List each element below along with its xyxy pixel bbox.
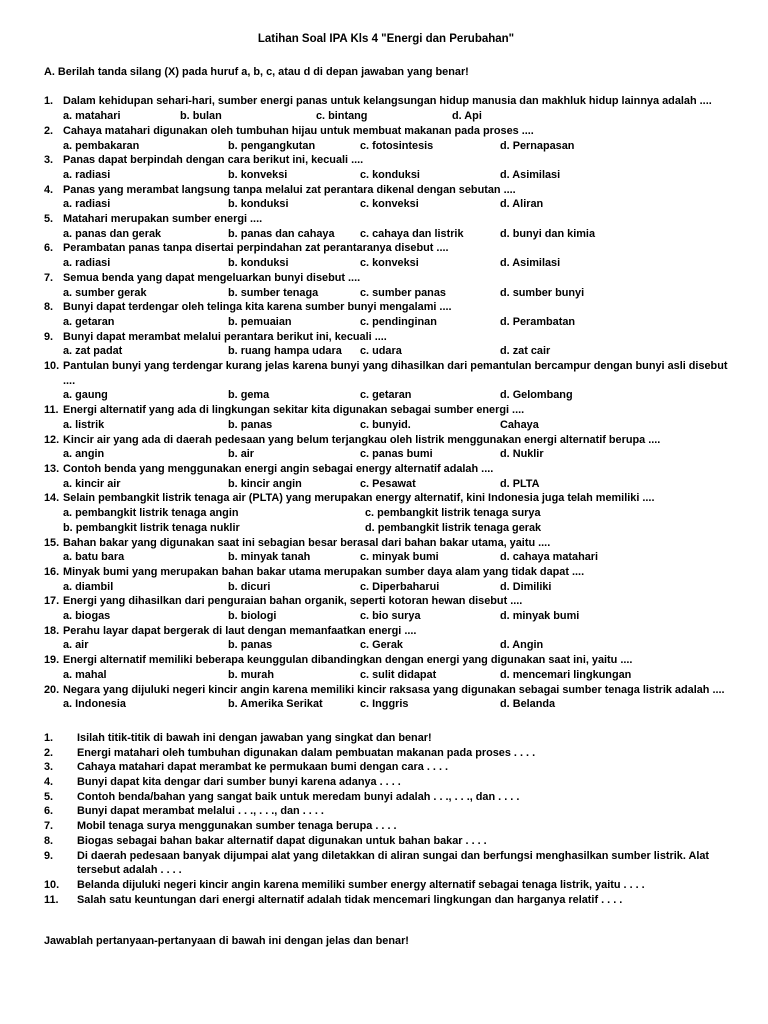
question-number: 10. [44, 360, 60, 373]
option-c: c. pembangkit listrik tenaga surya [365, 507, 541, 520]
option-c: c. fotosintesis [360, 139, 434, 152]
options-row [63, 477, 728, 492]
question [44, 594, 728, 623]
question-number: 13. [44, 462, 60, 475]
options-row [63, 521, 728, 536]
question-number: 1. [44, 95, 54, 108]
question-number: 19. [44, 654, 60, 667]
fill-item [44, 804, 728, 819]
option-c: c. panas bumi [360, 448, 433, 461]
question [44, 300, 728, 329]
question-text: Pantulan bunyi yang terdengar kurang jelas karena bunyi yang dihasilkan dari pemantulan bercampur dengan bunyi asli disebut .... [63, 360, 728, 387]
question-number: 2. [44, 124, 54, 137]
option-c: c. Inggris [360, 698, 409, 711]
question-number: 3. [44, 154, 54, 167]
option-b: b. Amerika Serikat [228, 698, 323, 711]
option-b: b. air [228, 448, 255, 461]
question-number: 8. [44, 301, 54, 314]
options-row [63, 315, 728, 330]
option-d: d. Gelombang [500, 389, 573, 402]
option-b: b. bulan [180, 110, 222, 123]
question [44, 359, 728, 403]
option-a: a. gaung [63, 389, 108, 402]
question [44, 624, 728, 653]
fill-item [44, 878, 728, 893]
option-d: d. minyak bumi [500, 610, 580, 623]
question [44, 330, 728, 359]
options-row [63, 227, 728, 242]
section-b-items [44, 731, 728, 907]
question [44, 271, 728, 300]
item-number: 7. [44, 820, 54, 833]
question-text: Bunyi dapat merambat melalui perantara berikut ini, kecuali .... [63, 330, 387, 343]
option-b: b. biologi [228, 610, 277, 623]
option-b: b. konveksi [228, 168, 288, 181]
fill-item [44, 775, 728, 790]
option-c: c. Gerak [360, 639, 403, 652]
question-text: Bunyi dapat terdengar oleh telinga kita karena sumber bunyi mengalami .... [63, 301, 452, 314]
option-a: a. panas dan gerak [63, 227, 162, 240]
options-row [63, 447, 728, 462]
option-b: b. ruang hampa udara [228, 345, 342, 358]
option-d: d. bunyi dan kimia [500, 227, 596, 240]
option-c: c. konveksi [360, 257, 419, 270]
question [44, 491, 728, 535]
question [44, 565, 728, 594]
question-text: Negara yang dijuluki negeri kincir angin karena memiliki kincir raksasa yang digunakan sebagai sumber tenaga listrik adalah .... [63, 683, 725, 696]
question [44, 183, 728, 212]
option-c: c. minyak bumi [360, 551, 439, 564]
question-number: 15. [44, 536, 60, 549]
item-text: Isilah titik-titik di bawah ini dengan jawaban yang singkat dan benar! [77, 731, 432, 744]
option-b: b. pengangkutan [228, 139, 316, 152]
item-number: 2. [44, 746, 54, 759]
option-b: b. murah [228, 668, 274, 681]
option-c: c. konveksi [360, 198, 419, 211]
option-d: d. Aliran [500, 198, 544, 211]
option-c: c. Pesawat [360, 477, 416, 490]
option-a: a. kincir air [63, 477, 121, 490]
question-text: Energi yang dihasilkan dari penguraian bahan organik, seperti kotoran hewan disebut .... [63, 595, 523, 608]
question-text: Kincir air yang ada di daerah pedesaan yang belum terjangkau oleh listrik menggunakan energi alternatif berupa .... [63, 433, 661, 446]
item-text: Salah satu keuntungan dari energi alternatif adalah tidak mencemari lingkungan dan harganya relatif . . . . [77, 893, 623, 906]
question-number: 12. [44, 433, 60, 446]
options-row [63, 668, 728, 683]
option-a: a. matahari [63, 110, 121, 123]
option-a: a. batu bara [63, 551, 125, 564]
option-a: a. biogas [63, 610, 111, 623]
fill-item [44, 893, 728, 908]
question-text: Contoh benda yang menggunakan energi angin sebagai energy alternatif adalah .... [63, 462, 494, 475]
option-c: c. pendinginan [360, 315, 437, 328]
question [44, 212, 728, 241]
question-text: Energi alternatif memiliki beberapa keunggulan dibandingkan dengan energi yang digunakan saat ini, yaitu .... [63, 654, 633, 667]
question-text: Panas dapat berpindah dengan cara berikut ini, kecuali .... [63, 154, 364, 167]
option-a: a. Indonesia [63, 698, 126, 711]
option-d: d. Asimilasi [500, 257, 561, 270]
option-c: c. Diperbaharui [360, 580, 440, 593]
options-row [63, 506, 728, 521]
option-c: c. bintang [316, 110, 368, 123]
option-b: b. sumber tenaga [228, 286, 319, 299]
option-d: d. Nuklir [500, 448, 544, 461]
section-a-instruction: A. Berilah tanda silang (X) pada huruf a, b, c, atau d di depan jawaban yang benar! [44, 65, 469, 78]
option-c: c. udara [360, 345, 402, 358]
option-a: a. pembakaran [63, 139, 140, 152]
option-b: b. panas [228, 639, 273, 652]
options-row [63, 197, 728, 212]
item-text: Biogas sebagai bahan bakar alternatif dapat digunakan untuk bahan bakar . . . . [77, 834, 487, 847]
item-number: 6. [44, 805, 54, 818]
question-number: 14. [44, 492, 60, 505]
option-d: d. Belanda [500, 698, 556, 711]
option-d: d. sumber bunyi [500, 286, 585, 299]
question [44, 241, 728, 270]
option-d: d. Dimiliki [500, 580, 552, 593]
options-row [63, 286, 728, 301]
question-text: Dalam kehidupan sehari-hari, sumber energi panas untuk kelangsungan hidup manusia dan makhluk hidup lainnya adalah .... [63, 95, 712, 108]
options-row [63, 580, 728, 595]
question-text: Bahan bakar yang digunakan saat ini sebagian besar berasal dari bahan bakar utama, yaitu .... [63, 536, 551, 549]
question [44, 462, 728, 491]
options-row [63, 697, 728, 712]
question [44, 124, 728, 153]
item-number: 1. [44, 731, 54, 744]
option-c: c. konduksi [360, 168, 420, 181]
option-b: b. pembangkit listrik tenaga nuklir [63, 521, 240, 534]
fill-item [44, 746, 728, 761]
option-d: d. cahaya matahari [500, 551, 599, 564]
options-row [63, 609, 728, 624]
option-b: b. panas dan cahaya [228, 227, 335, 240]
question-number: 5. [44, 213, 54, 226]
option-a: a. angin [63, 448, 105, 461]
options-row [63, 638, 728, 653]
option-a: a. radiasi [63, 257, 111, 270]
fill-item [44, 849, 728, 878]
option-a: a. mahal [63, 668, 107, 681]
question-text: Perahu layar dapat bergerak di laut dengan memanfaatkan energi .... [63, 624, 417, 637]
question-number: 20. [44, 683, 60, 696]
item-number: 9. [44, 849, 54, 862]
fill-item [44, 819, 728, 834]
options-row [63, 139, 728, 154]
item-text: Di daerah pedesaan banyak dijumpai alat yang diletakkan di aliran sungai dan berfungsi menghasilkan sumber listrik. Alat tersebut adalah . . . . [77, 849, 710, 877]
options-row [63, 418, 728, 433]
option-d: d. Pernapasan [500, 139, 575, 152]
option-c: c. bunyid. [360, 418, 411, 431]
page-title: Latihan Soal IPA Kls 4 "Energi dan Perubahan" [257, 33, 515, 45]
option-b: b. dicuri [228, 580, 271, 593]
item-text: Bunyi dapat kita dengar dari sumber bunyi karena adanya . . . . [77, 776, 401, 789]
item-text: Belanda dijuluki negeri kincir angin karena memiliki sumber energy alternatif sebagai tenaga listrik, yaitu . . . . [77, 878, 645, 891]
item-number: 3. [44, 761, 54, 774]
options-row [63, 256, 728, 271]
question [44, 403, 728, 432]
option-d: d. Api [452, 110, 482, 123]
question-number: 6. [44, 242, 54, 255]
option-d: d. pembangkit listrik tenaga gerak [365, 521, 542, 534]
question-text: Minyak bumi yang merupakan bahan bakar utama merupakan sumber daya alam yang tidak dapat .... [63, 565, 585, 578]
item-number: 11. [44, 893, 59, 906]
question-text: Matahari merupakan sumber energi .... [63, 213, 263, 226]
options-row [63, 168, 728, 183]
item-text: Mobil tenaga surya menggunakan sumber tenaga berupa . . . . [77, 820, 397, 833]
item-number: 8. [44, 834, 54, 847]
question-number: 9. [44, 330, 54, 343]
section-a-questions [44, 94, 728, 712]
footer-instruction: Jawablah pertanyaan-pertanyaan di bawah ini dengan jelas dan benar! [44, 935, 409, 948]
question-text: Energi alternatif yang ada di lingkungan sekitar kita digunakan sebagai sumber energi .... [63, 404, 525, 417]
fill-item [44, 731, 728, 746]
options-row [63, 388, 728, 403]
option-a: a. air [63, 639, 89, 652]
option-d: Cahaya [500, 418, 539, 431]
options-row [63, 344, 728, 359]
question-number: 18. [44, 624, 60, 637]
question-text: Panas yang merambat langsung tanpa melalui zat perantara dikenal dengan sebutan .... [63, 183, 516, 196]
item-number: 10. [44, 878, 60, 891]
question-number: 16. [44, 565, 60, 578]
item-number: 5. [44, 790, 54, 803]
question-number: 11. [44, 404, 59, 417]
question-number: 7. [44, 271, 54, 284]
option-c: c. bio surya [360, 610, 421, 623]
option-d: d. Perambatan [500, 315, 576, 328]
option-b: b. gema [228, 389, 270, 402]
option-d: d. PLTA [500, 477, 540, 490]
question [44, 153, 728, 182]
option-a: a. getaran [63, 315, 115, 328]
option-a: a. zat padat [63, 345, 123, 358]
option-b: b. konduksi [228, 198, 289, 211]
question-text: Perambatan panas tanpa disertai perpindahan zat perantaranya disebut .... [63, 242, 449, 255]
item-number: 4. [44, 776, 54, 789]
question [44, 536, 728, 565]
item-text: Energi matahari oleh tumbuhan digunakan dalam pembuatan makanan pada proses . . . . [77, 746, 536, 759]
option-c: c. sulit didapat [360, 668, 437, 681]
question-text: Selain pembangkit listrik tenaga air (PLTA) yang merupakan energy alternatif, kini Indonesia juga telah memiliki .... [63, 492, 655, 505]
option-b: b. kincir angin [228, 477, 302, 490]
option-a: a. listrik [63, 418, 105, 431]
question-text: Semua benda yang dapat mengeluarkan bunyi disebut .... [63, 271, 361, 284]
question-text: Cahaya matahari digunakan oleh tumbuhan hijau untuk membuat makanan pada proses .... [63, 124, 534, 137]
option-a: a. radiasi [63, 168, 111, 181]
question [44, 653, 728, 682]
options-row [63, 550, 728, 565]
question-number: 4. [44, 183, 54, 196]
item-text: Cahaya matahari dapat merambat ke permukaan bumi dengan cara . . . . [77, 761, 449, 774]
option-b: b. minyak tanah [228, 551, 311, 564]
option-c: c. cahaya dan listrik [360, 227, 464, 240]
question [44, 683, 728, 712]
option-d: d. zat cair [500, 345, 551, 358]
options-row [63, 109, 728, 124]
option-d: d. mencemari lingkungan [500, 668, 632, 681]
question [44, 433, 728, 462]
option-d: d. Angin [500, 639, 544, 652]
option-b: b. pemuaian [228, 315, 292, 328]
fill-item [44, 834, 728, 849]
fill-item [44, 790, 728, 805]
option-a: a. radiasi [63, 198, 111, 211]
option-a: a. pembangkit listrik tenaga angin [63, 507, 239, 520]
option-a: a. diambil [63, 580, 114, 593]
option-b: b. konduksi [228, 257, 289, 270]
item-text: Bunyi dapat merambat melalui . . ., . . ., dan . . . . [77, 805, 324, 818]
item-text: Contoh benda/bahan yang sangat baik untuk meredam bunyi adalah . . ., . . ., dan . . . . [77, 790, 520, 803]
option-a: a. sumber gerak [63, 286, 147, 299]
option-c: c. getaran [360, 389, 412, 402]
option-d: d. Asimilasi [500, 168, 561, 181]
question-number: 17. [44, 595, 60, 608]
option-c: c. sumber panas [360, 286, 446, 299]
option-b: b. panas [228, 418, 273, 431]
fill-item [44, 760, 728, 775]
question [44, 94, 728, 123]
